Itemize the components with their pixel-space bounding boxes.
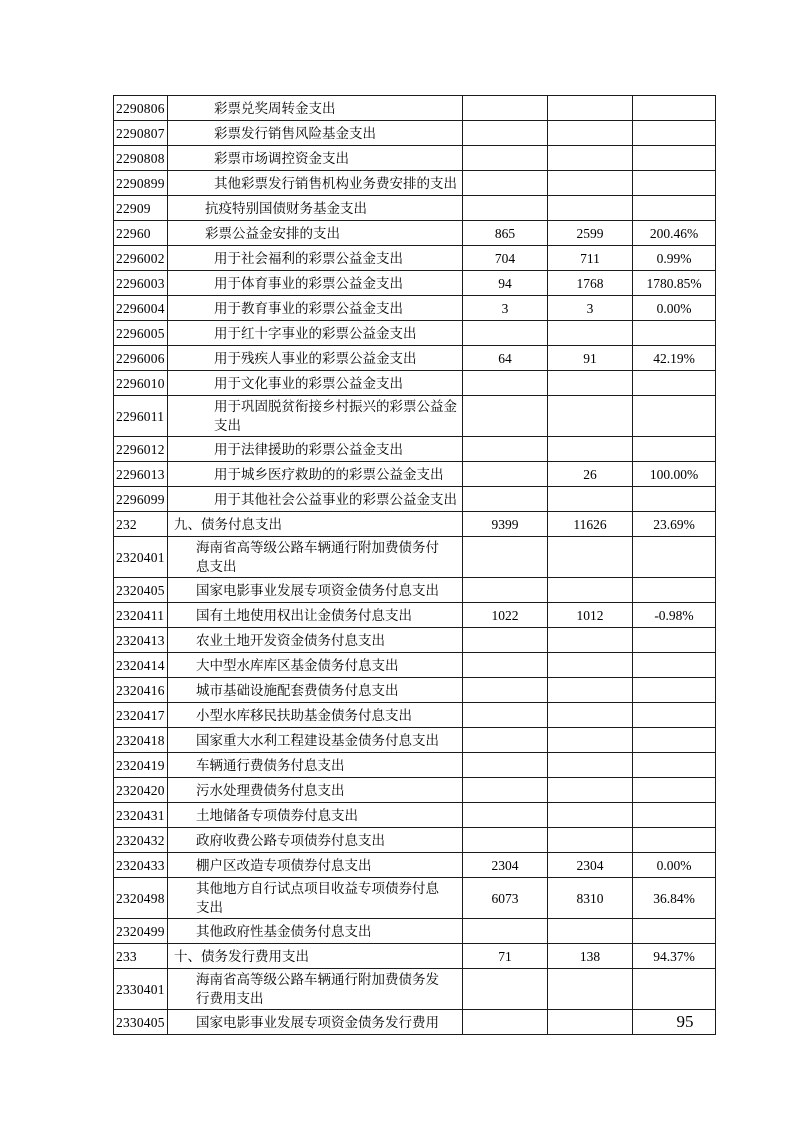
desc-cell: 国家电影事业发展专项资金债务发行费用 [168, 1010, 463, 1035]
value-cell-2: 1768 [548, 271, 633, 296]
desc-cell: 彩票市场调控资金支出 [168, 146, 463, 171]
percent-cell [633, 919, 716, 944]
value-cell-1 [463, 678, 548, 703]
table-row [114, 537, 716, 578]
table-row [114, 171, 716, 196]
table-row [114, 371, 716, 396]
value-cell-2 [548, 96, 633, 121]
value-cell-1 [463, 321, 548, 346]
percent-cell [633, 628, 716, 653]
value-cell-1: 71 [463, 944, 548, 969]
percent-cell [633, 171, 716, 196]
percent-cell [633, 121, 716, 146]
value-cell-2 [548, 578, 633, 603]
desc-cell: 国家重大水利工程建设基金债务付息支出 [168, 728, 463, 753]
value-cell-2 [548, 171, 633, 196]
desc-cell: 用于巩固脱贫衔接乡村振兴的彩票公益金支出 [168, 396, 463, 437]
value-cell-2: 3 [548, 296, 633, 321]
value-cell-1 [463, 578, 548, 603]
table-row [114, 512, 716, 537]
table-row [114, 296, 716, 321]
desc-cell: 用于其他社会公益事业的彩票公益金支出 [168, 487, 463, 512]
value-cell-1 [463, 396, 548, 437]
value-cell-2 [548, 321, 633, 346]
value-cell-1: 6073 [463, 878, 548, 919]
percent-cell [633, 653, 716, 678]
code-cell: 2296005 [114, 321, 168, 346]
table-row [114, 853, 716, 878]
value-cell-2: 1012 [548, 603, 633, 628]
desc-cell: 其他地方自行试点项目收益专项债券付息支出 [168, 878, 463, 919]
desc-cell: 用于法律援助的彩票公益金支出 [168, 437, 463, 462]
budget-table [113, 95, 716, 1035]
code-cell: 2320405 [114, 578, 168, 603]
code-cell: 2320416 [114, 678, 168, 703]
value-cell-2 [548, 396, 633, 437]
value-cell-1 [463, 537, 548, 578]
value-cell-2 [548, 803, 633, 828]
percent-cell: 0.00% [633, 853, 716, 878]
table-row [114, 462, 716, 487]
desc-cell: 用于城乡医疗救助的的彩票公益金支出 [168, 462, 463, 487]
table-row [114, 396, 716, 437]
value-cell-2 [548, 121, 633, 146]
percent-cell [633, 371, 716, 396]
table-row [114, 878, 716, 919]
percent-cell: 94.37% [633, 944, 716, 969]
percent-cell [633, 321, 716, 346]
percent-cell [633, 803, 716, 828]
value-cell-1 [463, 828, 548, 853]
table-row [114, 828, 716, 853]
value-cell-2: 91 [548, 346, 633, 371]
desc-cell: 用于文化事业的彩票公益金支出 [168, 371, 463, 396]
desc-cell: 国有土地使用权出让金债务付息支出 [168, 603, 463, 628]
code-cell: 2290807 [114, 121, 168, 146]
value-cell-2 [548, 437, 633, 462]
value-cell-2 [548, 537, 633, 578]
code-cell: 2296011 [114, 396, 168, 437]
value-cell-1 [463, 96, 548, 121]
value-cell-2 [548, 728, 633, 753]
desc-cell: 十、债务发行费用支出 [168, 944, 463, 969]
value-cell-2: 711 [548, 246, 633, 271]
value-cell-2 [548, 1010, 633, 1035]
code-cell: 2290899 [114, 171, 168, 196]
value-cell-1: 3 [463, 296, 548, 321]
table-row [114, 728, 716, 753]
desc-cell: 用于体育事业的彩票公益金支出 [168, 271, 463, 296]
percent-cell [633, 96, 716, 121]
percent-cell: 0.00% [633, 296, 716, 321]
desc-cell: 大中型水库库区基金债务付息支出 [168, 653, 463, 678]
desc-cell: 用于社会福利的彩票公益金支出 [168, 246, 463, 271]
code-cell: 2320419 [114, 753, 168, 778]
table-row [114, 121, 716, 146]
percent-cell [633, 753, 716, 778]
table-row [114, 678, 716, 703]
table-row [114, 969, 716, 1010]
code-cell: 2296003 [114, 271, 168, 296]
value-cell-1 [463, 171, 548, 196]
percent-cell [633, 969, 716, 1010]
desc-cell: 彩票公益金安排的支出 [168, 221, 463, 246]
value-cell-1: 94 [463, 271, 548, 296]
table-row [114, 487, 716, 512]
value-cell-2: 26 [548, 462, 633, 487]
value-cell-2 [548, 371, 633, 396]
value-cell-2 [548, 919, 633, 944]
code-cell: 2296004 [114, 296, 168, 321]
desc-cell: 彩票兑奖周转金支出 [168, 96, 463, 121]
code-cell: 2296010 [114, 371, 168, 396]
table-row [114, 1010, 716, 1035]
code-cell: 2320414 [114, 653, 168, 678]
value-cell-2 [548, 196, 633, 221]
percent-cell [633, 678, 716, 703]
code-cell: 22960 [114, 221, 168, 246]
value-cell-1 [463, 969, 548, 1010]
value-cell-2 [548, 146, 633, 171]
percent-cell [633, 728, 716, 753]
percent-cell [633, 146, 716, 171]
code-cell: 2320413 [114, 628, 168, 653]
desc-cell: 九、债务付息支出 [168, 512, 463, 537]
desc-cell: 用于红十字事业的彩票公益金支出 [168, 321, 463, 346]
desc-cell: 海南省高等级公路车辆通行附加费债务付息支出 [168, 537, 463, 578]
percent-cell [633, 828, 716, 853]
value-cell-1: 1022 [463, 603, 548, 628]
value-cell-1 [463, 196, 548, 221]
desc-cell: 车辆通行费债务付息支出 [168, 753, 463, 778]
value-cell-1: 865 [463, 221, 548, 246]
code-cell: 2296099 [114, 487, 168, 512]
desc-cell: 抗疫特别国债财务基金支出 [168, 196, 463, 221]
percent-cell [633, 537, 716, 578]
percent-cell [633, 396, 716, 437]
code-cell: 2320418 [114, 728, 168, 753]
value-cell-1 [463, 919, 548, 944]
value-cell-2 [548, 653, 633, 678]
table-row [114, 146, 716, 171]
percent-cell: 42.19% [633, 346, 716, 371]
value-cell-2 [548, 678, 633, 703]
desc-cell: 其他彩票发行销售机构业务费安排的支出 [168, 171, 463, 196]
desc-cell: 城市基础设施配套费债务付息支出 [168, 678, 463, 703]
desc-cell: 海南省高等级公路车辆通行附加费债务发行费用支出 [168, 969, 463, 1010]
code-cell: 2330401 [114, 969, 168, 1010]
table-row [114, 778, 716, 803]
value-cell-2 [548, 487, 633, 512]
value-cell-2 [548, 969, 633, 1010]
value-cell-1 [463, 437, 548, 462]
table-row [114, 221, 716, 246]
desc-cell: 农业土地开发资金债务付息支出 [168, 628, 463, 653]
code-cell: 2296013 [114, 462, 168, 487]
table-row [114, 603, 716, 628]
percent-cell: 0.99% [633, 246, 716, 271]
percent-cell: 100.00% [633, 462, 716, 487]
code-cell: 2320417 [114, 703, 168, 728]
table-body [114, 96, 716, 1035]
value-cell-1 [463, 371, 548, 396]
percent-cell [633, 578, 716, 603]
value-cell-1 [463, 462, 548, 487]
value-cell-1 [463, 146, 548, 171]
percent-cell [633, 487, 716, 512]
code-cell: 22909 [114, 196, 168, 221]
value-cell-1 [463, 653, 548, 678]
value-cell-2: 138 [548, 944, 633, 969]
code-cell: 2296006 [114, 346, 168, 371]
table-row [114, 346, 716, 371]
percent-cell [633, 437, 716, 462]
desc-cell: 污水处理费债务付息支出 [168, 778, 463, 803]
table-row [114, 271, 716, 296]
code-cell: 2290808 [114, 146, 168, 171]
value-cell-1 [463, 121, 548, 146]
desc-cell: 土地储备专项债券付息支出 [168, 803, 463, 828]
value-cell-1: 704 [463, 246, 548, 271]
code-cell: 2320432 [114, 828, 168, 853]
value-cell-1 [463, 487, 548, 512]
value-cell-1: 9399 [463, 512, 548, 537]
value-cell-1 [463, 1010, 548, 1035]
value-cell-1 [463, 628, 548, 653]
code-cell: 2320420 [114, 778, 168, 803]
desc-cell: 用于残疾人事业的彩票公益金支出 [168, 346, 463, 371]
value-cell-2 [548, 828, 633, 853]
percent-cell: 1780.85% [633, 271, 716, 296]
page-number: 95 [676, 1012, 694, 1031]
percent-cell [633, 703, 716, 728]
code-cell: 2330405 [114, 1010, 168, 1035]
percent-cell: -0.98% [633, 603, 716, 628]
code-cell: 233 [114, 944, 168, 969]
code-cell: 2320411 [114, 603, 168, 628]
percent-cell: 36.84% [633, 878, 716, 919]
value-cell-2: 8310 [548, 878, 633, 919]
code-cell: 2320433 [114, 853, 168, 878]
value-cell-1: 64 [463, 346, 548, 371]
code-cell: 2320499 [114, 919, 168, 944]
table-row [114, 803, 716, 828]
desc-cell: 其他政府性基金债务付息支出 [168, 919, 463, 944]
desc-cell: 棚户区改造专项债券付息支出 [168, 853, 463, 878]
table-row [114, 919, 716, 944]
percent-cell [633, 196, 716, 221]
table-row [114, 944, 716, 969]
percent-cell: 23.69% [633, 512, 716, 537]
value-cell-2: 11626 [548, 512, 633, 537]
code-cell: 2296012 [114, 437, 168, 462]
percent-cell: 200.46% [633, 221, 716, 246]
percent-cell [633, 778, 716, 803]
value-cell-1 [463, 803, 548, 828]
table-row [114, 321, 716, 346]
code-cell: 2320431 [114, 803, 168, 828]
table-row [114, 437, 716, 462]
desc-cell: 国家电影事业发展专项资金债务付息支出 [168, 578, 463, 603]
value-cell-1 [463, 728, 548, 753]
table-row [114, 96, 716, 121]
value-cell-2 [548, 703, 633, 728]
value-cell-2 [548, 778, 633, 803]
table-row [114, 628, 716, 653]
table-row [114, 246, 716, 271]
value-cell-1 [463, 778, 548, 803]
table-row [114, 578, 716, 603]
desc-cell: 政府收费公路专项债券付息支出 [168, 828, 463, 853]
value-cell-2: 2599 [548, 221, 633, 246]
code-cell: 2320401 [114, 537, 168, 578]
code-cell: 2296002 [114, 246, 168, 271]
value-cell-1 [463, 753, 548, 778]
value-cell-1 [463, 703, 548, 728]
table-row [114, 196, 716, 221]
table-row [114, 653, 716, 678]
table-row [114, 753, 716, 778]
value-cell-1: 2304 [463, 853, 548, 878]
code-cell: 232 [114, 512, 168, 537]
code-cell: 2320498 [114, 878, 168, 919]
value-cell-2: 2304 [548, 853, 633, 878]
desc-cell: 彩票发行销售风险基金支出 [168, 121, 463, 146]
code-cell: 2290806 [114, 96, 168, 121]
table-row [114, 703, 716, 728]
desc-cell: 用于教育事业的彩票公益金支出 [168, 296, 463, 321]
value-cell-2 [548, 753, 633, 778]
value-cell-2 [548, 628, 633, 653]
desc-cell: 小型水库移民扶助基金债务付息支出 [168, 703, 463, 728]
